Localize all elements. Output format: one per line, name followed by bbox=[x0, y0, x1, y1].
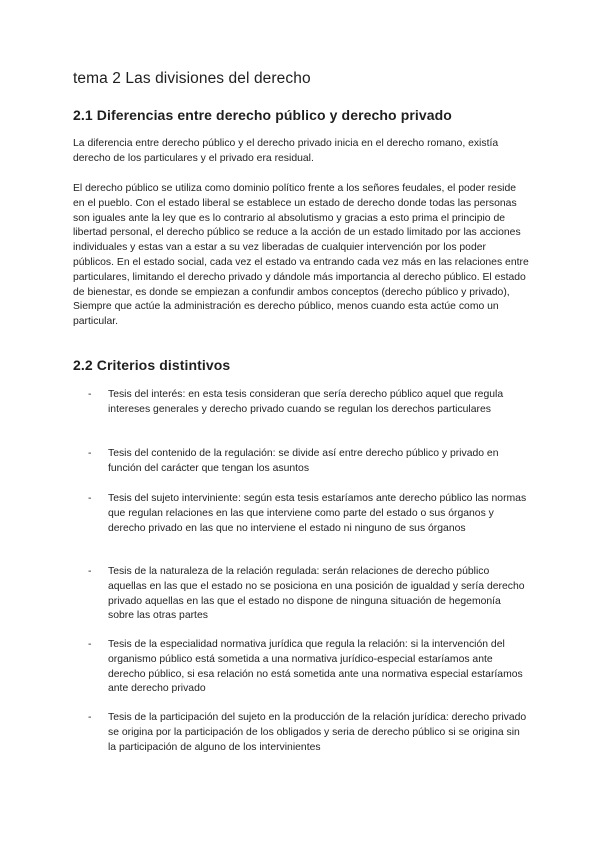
section-heading-diferencias: 2.1 Diferencias entre derecho público y derecho privado bbox=[73, 107, 452, 123]
list-item-tesis-interes bbox=[88, 388, 529, 418]
bullet-dash: - bbox=[88, 712, 92, 723]
list-item-tesis-participacion bbox=[88, 711, 529, 755]
bullet-dash: - bbox=[88, 448, 92, 459]
bullet-dash: - bbox=[88, 493, 92, 504]
bullet-dash: - bbox=[88, 389, 92, 400]
list-item-tesis-naturaleza bbox=[88, 565, 529, 624]
list-item-tesis-contenido bbox=[88, 447, 529, 477]
list-item-text: Tesis del contenido de la regulación: se divide así entre derecho público y privado en función del carácter que tengan los asuntos bbox=[108, 448, 499, 474]
list-item-text: Tesis de la participación del sujeto en la producción de la relación jurídica: derecho privado se origina por la participación de los obligados y seria de derecho público si se origina sin la participación de alguno de los intervinientes bbox=[108, 712, 527, 753]
list-item-text: Tesis del interés: en esta tesis consideran que sería derecho público aquel que regula intereses generales y derecho privado cuando se regulan los derechos particulares bbox=[108, 389, 504, 415]
paragraph-evolucion-derecho-publico: El derecho público se utiliza como dominio político frente a los señores feudales, el poder reside en el pueblo. Con el estado liberal se establece un estado de derecho donde todas las personas son iguales ante la ley que es lo contrario al absolutismo y gracias a esto prima el principio de libertad personal, el derecho público se reduce a la acción de un estado limitado por las acciones individuales y estas van a estar a su vez liberadas de cualquier intervención por los poder públicos. En el estado social, cada vez el estado va entrando cada vez más en las relaciones entre particulares, limitando el derecho privado y dándole más importancia al derecho público. El estado de bienestar, es donde se empiezan a confundir ambos conceptos (derecho público y privado), Siempre que actúe la administración es derecho público, menos cuando esta actúe como un particular. bbox=[73, 183, 529, 328]
document-title: tema 2 Las divisiones del derecho bbox=[73, 70, 311, 87]
bullet-dash: - bbox=[88, 566, 92, 577]
section-heading-criterios: 2.2 Criterios distintivos bbox=[73, 357, 231, 373]
list-item-tesis-especialidad bbox=[88, 638, 529, 697]
bullet-dash: - bbox=[88, 639, 92, 650]
list-item-tesis-sujeto bbox=[88, 492, 529, 536]
paragraph-origen-romano: La diferencia entre derecho público y el derecho privado inicia en el derecho romano, existía derecho de los particulares y el privado era residual. bbox=[73, 138, 499, 164]
list-item-text: Tesis de la naturaleza de la relación regulada: serán relaciones de derecho público aquellas en las que el estado no se posiciona en una posición de igualdad y sería derecho privado aquellas en las que el estado no dispone de ninguna situación de hegemonía sobre las otras partes bbox=[108, 566, 525, 622]
list-item-text: Tesis de la especialidad normativa jurídica que regula la relación: si la intervención del organismo público está sometida a una normativa jurídico-especial estaríamos ante derecho público, si esa relación no está sometida ante una normativa especial estaríamos ante derecho privado bbox=[108, 639, 523, 695]
list-item-text: Tesis del sujeto interviniente: según esta tesis estaríamos ante derecho público las normas que regulan relaciones en las que interviene como parte del estado o sus órganos y derecho privado en las que no interviene el estado ni ninguno de sus órganos bbox=[108, 493, 527, 534]
